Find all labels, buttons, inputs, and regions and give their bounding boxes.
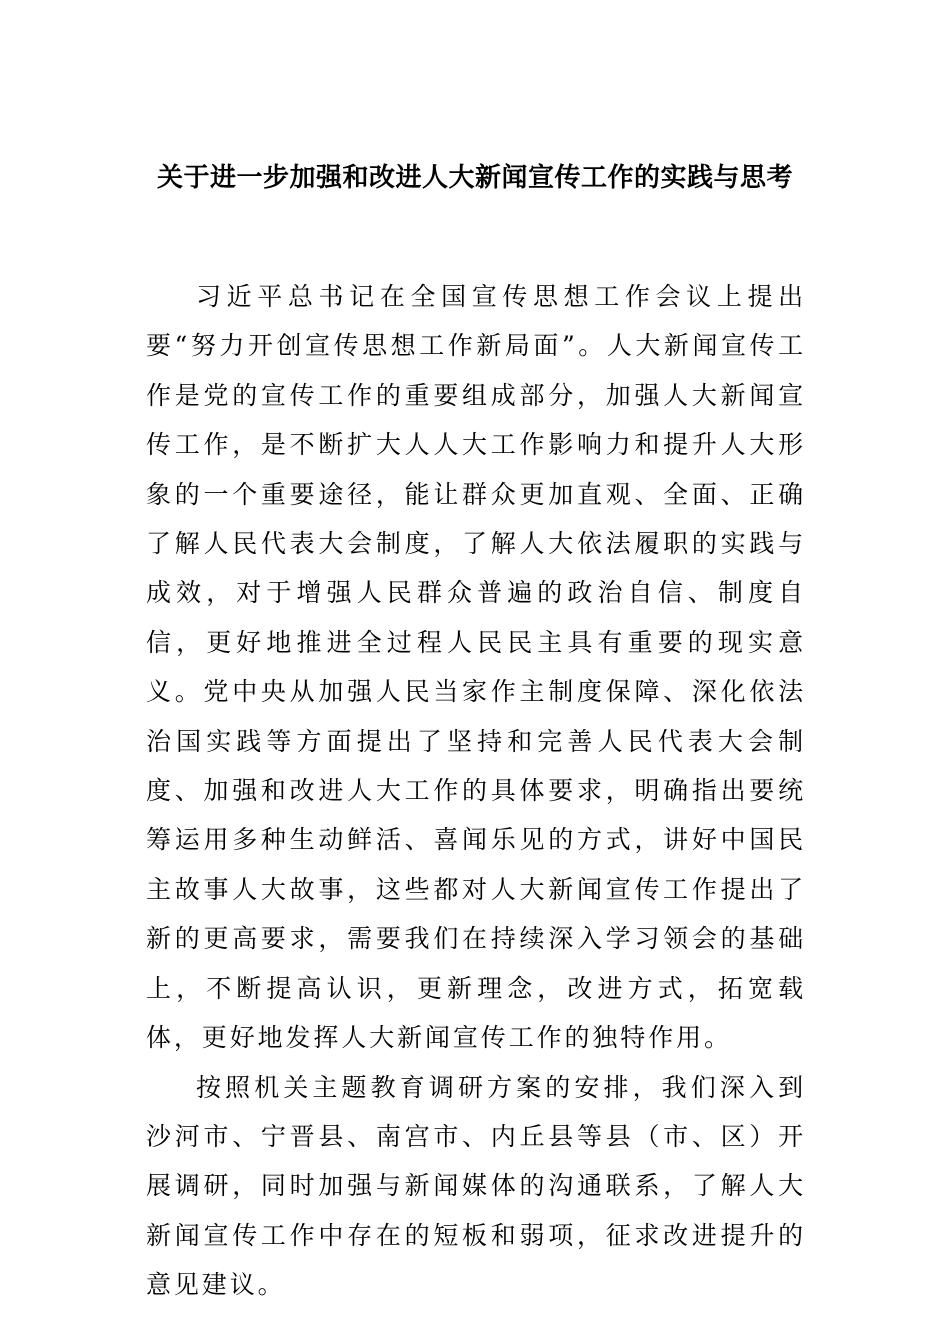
document-title: 关于进一步加强和改进人大新闻宣传工作的实践与思考: [156, 163, 793, 193]
document-body: [146, 272, 806, 1310]
paragraph-1: 习近平总书记在全国宣传思想工作会议上提出要“努力开创宣传思想工作新局面”。人大新闻宣传工作是党的宣传工作的重要组成部分，加强人大新闻宣传工作，是不断扩大人人大工作影响力和提升人大形象的一个重要途径，能让群众更加直观、全面、正确了解人民代表大会制度，了解人大依法履职的实践与成效，对于增强人民群众普遍的政治自信、制度自信，更好地推进全过程人民民主具有重要的现实意义。党中央从加强人民当家作主制度保障、深化依法治国实践等方面提出了坚持和完善人民代表大会制度、加强和改进人大工作的具体要求，明确指出要统筹运用多种生动鲜活、喜闻乐见的方式，讲好中国民主故事人大故事，这些都对人大新闻宣传工作提出了新的更高要求，需要我们在持续深入学习领会的基础上，不断提高认识，更新理念，改进方式，拓宽载体，更好地发挥人大新闻宣传工作的独特作用。: [146, 282, 806, 1053]
paragraph-2: 按照机关主题教育调研方案的安排，我们深入到沙河市、宁晋县、南宫市、内丘县等县（市、区）开展调研，同时加强与新闻媒体的沟通联系，了解人大新闻宣传工作中存在的短板和弱项，征求改进提升的意见建议。: [146, 1072, 806, 1300]
